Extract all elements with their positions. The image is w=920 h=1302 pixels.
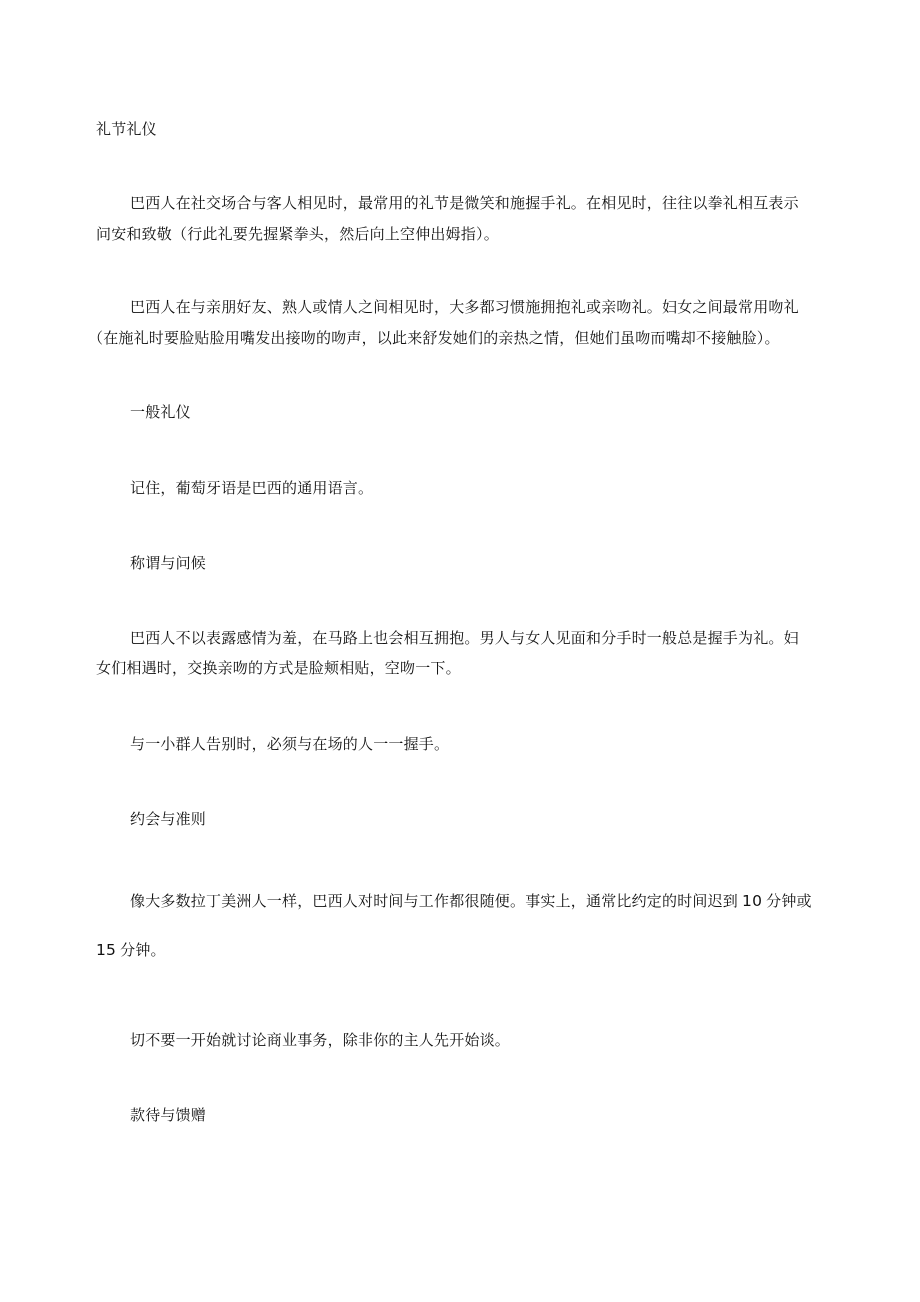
paragraph-6-line-1-tail: 分钟或 — [766, 892, 812, 910]
paragraph-6-line-1-text: 像大多数拉丁美洲人一样，巴西人对时间与工作都很随便。事实上，通常比约定的时间迟到 — [130, 892, 739, 910]
paragraph-6-line-1 — [130, 894, 812, 910]
section-heading-appointment: 约会与准则 — [130, 810, 207, 828]
document-title: 礼节礼仪 — [96, 120, 157, 138]
paragraph-1-line-1: 巴西人在社交场合与客人相见时，最常用的礼节是微笑和施握手礼。在相见时，往往以拳礼相互表示 — [130, 194, 799, 212]
paragraph-4-line-2: 女们相遇时，交换亲吻的方式是脸颊相贴，空吻一下。 — [96, 659, 461, 677]
paragraph-6-number-15: 15 — [96, 941, 117, 959]
paragraph-4-line-1: 巴西人不以表露感情为羞，在马路上也会相互拥抱。男人与女人见面和分手时一般总是握手为礼。妇 — [130, 629, 799, 647]
paragraph-5: 与一小群人告别时，必须与在场的人一一握手。 — [130, 735, 450, 753]
section-heading-general: 一般礼仪 — [130, 403, 191, 421]
section-heading-hospitality: 款待与馈赠 — [130, 1106, 207, 1124]
paragraph-1-line-2: 问安和致敬（行此礼要先握紧拳头，然后向上空伸出姆指）。 — [96, 225, 499, 243]
paragraph-2-line-1: 巴西人在与亲朋好友、熟人或情人之间相见时，大多都习惯施拥抱礼或亲吻礼。妇女之间最常用吻礼 — [130, 298, 799, 316]
paragraph-2-line-2: （在施礼时要脸贴脸用嘴发出接吻的吻声，以此来舒发她们的亲热之情，但她们虽吻而嘴却不接触脸）。 — [88, 329, 780, 347]
paragraph-6-line-2 — [96, 943, 166, 959]
section-heading-greeting: 称谓与问候 — [130, 554, 207, 572]
paragraph-3: 记住，葡萄牙语是巴西的通用语言。 — [130, 479, 374, 497]
paragraph-7: 切不要一开始就讨论商业事务，除非你的主人先开始谈。 — [130, 1031, 511, 1049]
paragraph-6-number-10: 10 — [742, 892, 763, 910]
paragraph-6-line-2-tail: 分钟。 — [120, 941, 166, 959]
